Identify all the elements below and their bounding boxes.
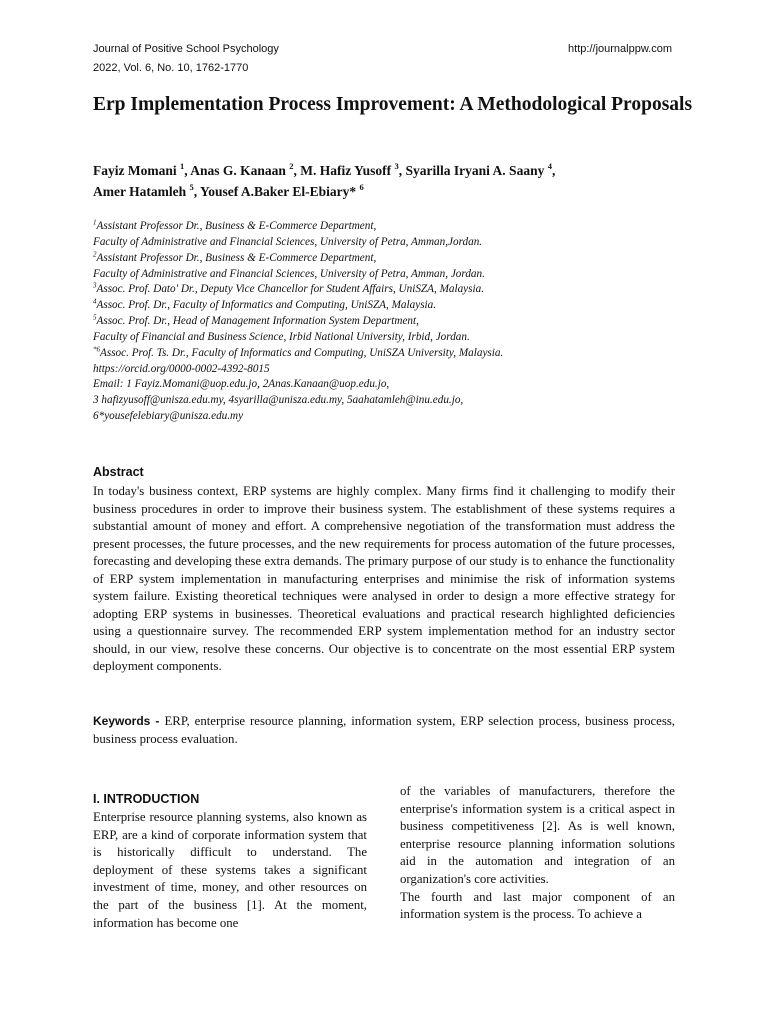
author-list	[93, 160, 693, 202]
intro-right-paragraph-2: The fourth and last major component of an information system is the process. To achieve a	[400, 889, 675, 922]
author-separator: ,	[293, 163, 301, 178]
author-affiliation-marker: 5	[189, 181, 194, 192]
affiliation-line	[93, 267, 693, 283]
author-affiliation-marker: 6	[359, 181, 364, 192]
author-separator: ,	[184, 163, 191, 178]
affiliation-marker: 1	[93, 218, 97, 227]
affiliation-line	[93, 330, 693, 346]
abstract-text: In today's business context, ERP systems are highly complex. Many firms find it challenging to modify their business procedures in order to improve their business system. The establishment of these systems requires a substantial amount of money and effort. A comprehensive negotiation of the transformation must address the present processes, the future processes, and the new requirements for process automation of the future processes, forecasting and developing these extra demands. The primary purpose of our study is to enhance the functionality of ERP system implementation in manufacturing enterprises and minimise the risk of information systems system failure. Existing theoretical techniques were analysed in order to design a more effective strategy for adopting ERP systems in businesses. Theoretical evaluations and practical research highlighted deficiencies using a questionnaire survey. The recommended ERP system implementation method for an industry sector should, in our view, resolve these concerns. Our objective is to concentrate on the most essential ERP system deployment components.	[93, 484, 675, 674]
keywords-paragraph	[93, 713, 675, 748]
affiliation-text: Faculty of Administrative and Financial Sciences, University of Petra, Amman,Jordan.	[93, 235, 483, 248]
affiliation-text: Assoc. Prof. Dr., Faculty of Informatics and Computing, UniSZA, Malaysia.	[96, 299, 437, 312]
intro-right-column	[400, 783, 675, 924]
affiliation-line	[93, 298, 693, 314]
author-name: Syarilla Iryani A. Saany	[405, 163, 545, 178]
affiliation-marker: 2	[93, 249, 97, 258]
affiliation-text: 3 hafizyusoff@unisza.edu.my, 4syarilla@unisza.edu.my, 5aahatamleh@inu.edu.jo,	[93, 394, 464, 407]
author-separator: ,	[398, 163, 406, 178]
affiliation-line	[93, 235, 693, 251]
author-separator: ,	[193, 184, 200, 199]
journal-name: Journal of Positive School Psychology	[93, 43, 279, 55]
affiliation-text: Faculty of Administrative and Financial Sciences, University of Petra, Amman, Jordan.	[93, 267, 485, 280]
paper-title: Erp Implementation Process Improvement: A Methodological Proposals	[93, 94, 693, 115]
affiliation-text: Assistant Professor Dr., Business & E-Commerce Department,	[96, 251, 377, 264]
affiliation-text: Assoc. Prof. Dato' Dr., Deputy Vice Chancellor for Student Affairs, UniSZA, Malaysia.	[96, 283, 485, 296]
affiliation-marker: 5	[93, 313, 97, 322]
affiliation-text: 6*yousefelebiary@unisza.edu.my	[93, 410, 244, 423]
author-name: Amer Hatamleh	[93, 184, 187, 199]
affiliation-line	[93, 314, 693, 330]
affiliation-text: Faculty of Financial and Business Science, Irbid National University, Irbid, Jordan.	[93, 330, 470, 343]
author-name: M. Hafiz Yusoff	[300, 163, 392, 178]
affiliation-line	[93, 282, 693, 298]
intro-left-paragraph: Enterprise resource planning systems, also known as ERP, are a kind of corporate information system that is historically difficult to understand. The deployment of these systems takes a significant investment of time, money, and other resources on the part of the business [1]. At the moment, information has become one	[93, 810, 367, 930]
keywords-label: Keywords -	[93, 714, 165, 728]
keywords-text: ERP, enterprise resource planning, information system, ERP selection process, business process, business process evaluation.	[93, 714, 675, 746]
abstract-heading: Abstract	[93, 465, 144, 479]
author-name: Fayiz Momani	[93, 163, 177, 178]
affiliation-line	[93, 219, 693, 235]
author-affiliation-marker: 2	[289, 160, 294, 171]
affiliation-marker: *6	[93, 345, 100, 354]
affiliation-marker: 3	[93, 281, 97, 290]
author-affiliation-marker: 1	[180, 160, 185, 171]
intro-right-paragraph-1: of the variables of manufacturers, therefore the enterprise's information system is a critical aspect in business competitiveness [2]. As is well known, enterprise resource planning information solutions aid in the automation and integration of an organization's core activities.	[400, 784, 675, 886]
author-separator: ,	[551, 163, 556, 178]
affiliation-line	[93, 362, 693, 378]
author-name: Anas G. Kanaan	[190, 163, 286, 178]
affiliation-line	[93, 393, 693, 409]
intro-left-column	[93, 809, 367, 932]
affiliation-text: Assistant Professor Dr., Business & E-Commerce Department,	[96, 220, 377, 232]
affiliation-list	[93, 219, 693, 425]
author-name: Yousef A.Baker El-Ebiary*	[199, 184, 357, 199]
author-affiliation-marker: 4	[547, 160, 552, 171]
journal-url[interactable]: http://journalppw.com	[568, 43, 672, 55]
affiliation-marker: 4	[93, 297, 97, 306]
affiliation-line	[93, 409, 693, 425]
affiliation-line	[93, 377, 693, 393]
journal-volume: 2022, Vol. 6, No. 10, 1762-1770	[93, 62, 249, 74]
affiliation-text: Email: 1 Fayiz.Momani@uop.edu.jo, 2Anas.Kanaan@uop.edu.jo,	[93, 378, 390, 391]
introduction-heading: I. INTRODUCTION	[93, 792, 200, 806]
affiliation-text: Assoc. Prof. Dr., Head of Management Information System Department,	[96, 315, 419, 328]
affiliation-line	[93, 346, 693, 362]
affiliation-line	[93, 251, 693, 267]
affiliation-text: https://orcid.org/0000-0002-4392-8015	[93, 362, 270, 375]
affiliation-text: Assoc. Prof. Ts. Dr., Faculty of Informatics and Computing, UniSZA University, Malaysia.	[100, 346, 504, 359]
author-affiliation-marker: 3	[394, 160, 399, 171]
